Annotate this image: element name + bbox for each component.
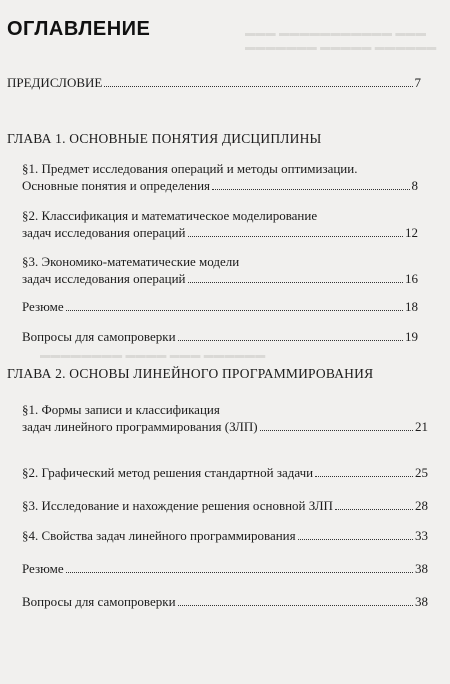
toc-entry-ch1-2[interactable]	[22, 207, 418, 241]
chapter-2-heading: ГЛАВА 2. ОСНОВЫ ЛИНЕЙНОГО ПРОГРАММИРОВАНИЯ	[7, 366, 374, 381]
toc-entry-page: 19	[405, 329, 418, 344]
dot-leader	[298, 538, 413, 540]
dot-leader	[188, 281, 403, 283]
toc-entry-ch2-3[interactable]	[22, 497, 428, 514]
toc-entry-line2: задач линейного программирования (ЗЛП)	[22, 419, 258, 434]
toc-entry-label: §3. Исследование и нахождение решения основной ЗЛП	[22, 498, 333, 513]
toc-entry-label: Резюме	[22, 299, 64, 314]
toc-entry-line1: §1. Предмет исследования операций и методы оптимизации.	[22, 161, 358, 176]
toc-entry-page: 16	[405, 271, 418, 286]
toc-entry-page: 38	[415, 594, 428, 609]
dot-leader	[212, 188, 409, 190]
dot-leader	[178, 339, 403, 341]
toc-entry-line1: §3. Экономико-математические модели	[22, 254, 240, 269]
dot-leader	[66, 571, 413, 573]
toc-entry-line2: Основные понятия и определения	[22, 178, 211, 193]
toc-entry-ch1-1[interactable]	[22, 160, 418, 194]
toc-entry-ch1-questions[interactable]	[22, 328, 418, 345]
dot-leader	[104, 85, 412, 87]
toc-entry-ch1-3[interactable]	[22, 253, 418, 287]
dot-leader	[188, 235, 403, 237]
toc-entry-page: 38	[415, 561, 428, 576]
show-through-decoration: ▬▬▬▬▬▬▬▬ ▬▬▬▬ ▬▬▬ ▬▬▬▬▬▬	[40, 350, 266, 361]
toc-entry-preface[interactable]	[7, 74, 421, 91]
dot-leader	[260, 429, 413, 431]
toc-entry-ch2-2[interactable]	[22, 464, 428, 481]
toc-entry-page: 25	[415, 465, 428, 480]
show-through-decoration: ▬▬▬ ▬▬▬▬▬▬▬▬▬▬▬ ▬▬▬	[245, 28, 427, 39]
toc-entry-label: §4. Свойства задач линейного программирования	[22, 528, 296, 543]
toc-entry-label: Резюме	[22, 561, 64, 576]
chapter-1-heading: ГЛАВА 1. ОСНОВНЫЕ ПОНЯТИЯ ДИСЦИПЛИНЫ	[7, 131, 322, 146]
toc-entry-page: 33	[415, 528, 428, 543]
dot-leader	[178, 604, 413, 606]
toc-entry-page: 18	[405, 299, 418, 314]
toc-entry-ch2-1[interactable]	[22, 401, 428, 435]
toc-entry-ch2-questions[interactable]	[22, 593, 428, 610]
toc-entry-ch1-summary[interactable]	[22, 298, 418, 315]
dot-leader	[315, 475, 413, 477]
show-through-decoration: ▬▬▬▬▬▬▬ ▬▬▬▬▬ ▬▬▬▬▬▬	[245, 42, 437, 53]
toc-entry-line2: задач исследования операций	[22, 271, 186, 286]
toc-entry-page: 12	[405, 225, 418, 240]
toc-entry-page: 21	[415, 419, 428, 434]
toc-entry-line2: задач исследования операций	[22, 225, 186, 240]
toc-entry-line1: §1. Формы записи и классификация	[22, 402, 220, 417]
toc-title: ОГЛАВЛЕНИЕ	[7, 18, 151, 40]
toc-entry-ch2-4[interactable]	[22, 527, 428, 544]
toc-entry-line1: §2. Классификация и математическое моделирование	[22, 208, 318, 223]
toc-entry-label: Вопросы для самопроверки	[22, 329, 176, 344]
toc-entry-page: 8	[411, 178, 418, 193]
toc-entry-label: Вопросы для самопроверки	[22, 594, 176, 609]
toc-entry-ch2-summary[interactable]	[22, 560, 428, 577]
toc-entry-page: 7	[414, 75, 421, 90]
dot-leader	[66, 309, 403, 311]
toc-entry-label: §2. Графический метод решения стандартной задачи	[22, 465, 314, 480]
dot-leader	[335, 508, 413, 510]
toc-entry-label: ПРЕДИСЛОВИЕ	[7, 75, 103, 90]
toc-entry-page: 28	[415, 498, 428, 513]
